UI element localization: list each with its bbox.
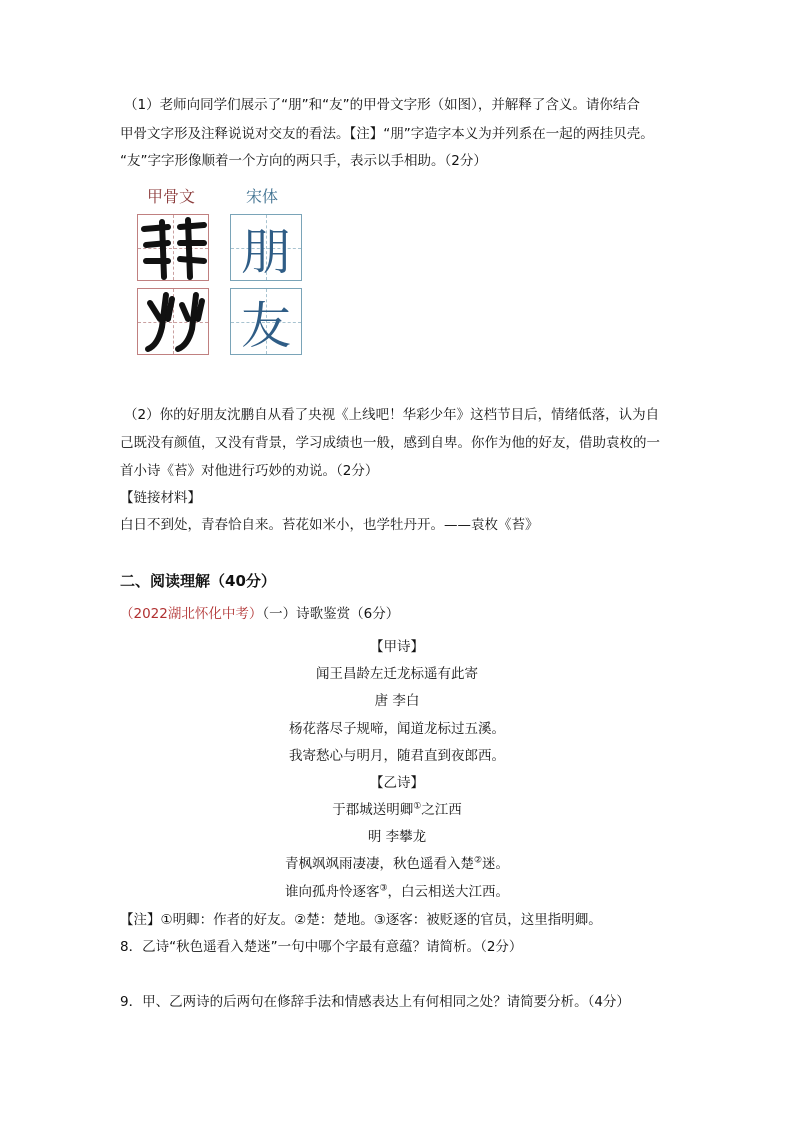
song-you-box (230, 288, 302, 355)
q1-line-1: （1）老师向同学们展示了“朋”和“友”的甲骨文字形（如图），并解释了含义。请你结合 (124, 97, 640, 113)
oracle-peng-glyph (138, 215, 210, 282)
poem-b-title (0, 800, 794, 820)
poem-b-tag: 【乙诗】 (370, 775, 424, 791)
poem-b-title-b: 之江西 (421, 802, 462, 818)
oracle-label: 甲骨文 (147, 187, 196, 206)
question-9: 9．甲、乙两诗的后两句在修辞手法和情感表达上有何相同之处？请简要分析。（4分） (120, 994, 630, 1010)
question-8: 8．乙诗“秋色遥看入楚迷”一句中哪个字最有意蕴？请简析。（2分） (120, 939, 523, 955)
subsection-title: （一）诗歌鉴赏（6分） (262, 606, 400, 622)
poem-b-title-a: 于郡城送明卿 (332, 802, 414, 818)
song-peng-char: 朋 (241, 222, 291, 281)
poem-notes: 【注】①明卿：作者的好友。②楚：楚地。③逐客：被贬逐的官员，这里指明卿。 (120, 912, 602, 928)
q1-line-3: “友”字字形像顺着一个方向的两只手，表示以手相助。（2分） (120, 153, 487, 169)
section-heading: 二、阅读理解（40分） (120, 572, 276, 590)
poem-a-tag: 【甲诗】 (370, 639, 424, 655)
oracle-peng-box (137, 214, 209, 281)
q2-line-2: 己既没有颜值，又没有背景，学习成绩也一般，感到自卑。你作为他的好友，借助袁枚的一 (120, 435, 660, 451)
song-label: 宋体 (246, 187, 279, 206)
poem-b-line-1-a: 青枫飒飒雨凄凄，秋色遥看入楚 (284, 856, 474, 872)
footnote-marker-3: ③ (379, 883, 388, 894)
q2-line-3: 首小诗《苔》对他进行巧妙的劝说。（2分） (120, 463, 379, 479)
material-title: 【链接材料】 (120, 490, 201, 506)
poem-b-line-1-b: 迷。 (482, 856, 510, 872)
poem-b-line-2-a: 谁向孤舟怜逐客 (284, 884, 380, 900)
oracle-you-glyph (138, 289, 210, 356)
poem-a-line-2: 我寄愁心与明月，随君直到夜郎西。 (289, 748, 505, 764)
material-text: 白日不到处，青春恰自来。苔花如米小，也学牡丹开。——袁枚《苔》 (120, 517, 539, 533)
exam-source: （2022湖北怀化中考） (120, 606, 263, 622)
poem-b-line-1 (0, 854, 794, 874)
song-you-char: 友 (241, 296, 291, 355)
poem-b-line-2 (0, 882, 794, 902)
oracle-you-box (137, 288, 209, 355)
q2-line-1: （2）你的好朋友沈鹏自从看了央视《上线吧！华彩少年》这档节目后，情绪低落，认为自 (124, 407, 660, 423)
poem-b-line-2-b: ，白云相送大江西。 (387, 884, 510, 900)
poem-a-line-1: 杨花落尽子规啼，闻道龙标过五溪。 (289, 721, 505, 737)
q1-line-2: 甲骨文字形及注释说说对交友的看法。【注】“朋”字造字本义为并列系在一起的两挂贝壳。 (120, 126, 654, 142)
poem-a-author: 唐 李白 (374, 693, 420, 709)
song-peng-box (230, 214, 302, 281)
footnote-marker-2: ② (473, 855, 483, 866)
poem-b-author: 明 李攀龙 (367, 829, 427, 845)
section-source-line (120, 604, 399, 624)
poem-a-title: 闻王昌龄左迁龙标遥有此寄 (316, 666, 478, 682)
footnote-marker-1: ① (413, 801, 422, 812)
